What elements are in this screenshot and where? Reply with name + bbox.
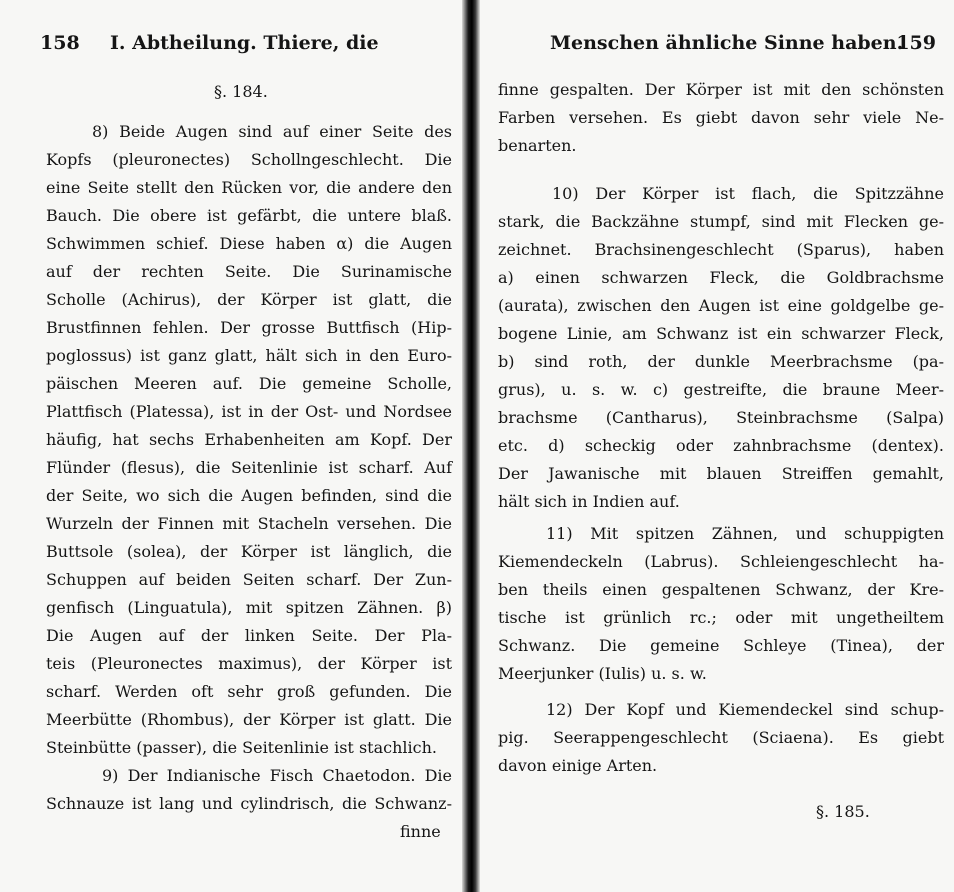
right-page-number: 159 xyxy=(896,32,936,54)
right-running-title: Menschen ähnliche Sinne haben. xyxy=(550,32,904,54)
left-running-title: I. Abtheilung. Thiere, die xyxy=(110,32,379,54)
right-page-text-line: b) sind roth, der dunkle Meerbrachsme (pa- xyxy=(498,352,944,371)
right-page-text-line: ben theils einen gespaltenen Schwanz, der Kre- xyxy=(498,580,944,599)
right-page-text-line: Farben versehen. Es giebt davon sehr viele Ne- xyxy=(498,108,944,127)
left-page-text-line: 8) Beide Augen sind auf einer Seite des xyxy=(92,122,452,141)
right-page-text-line: tische ist grünlich rc.; oder mit ungetheiltem xyxy=(498,608,944,627)
left-page-text-line: Scholle (Achirus), der Körper ist glatt, die xyxy=(46,290,452,309)
left-page-text-line: Schwimmen schief. Diese haben α) die Augen xyxy=(46,234,452,253)
left-page-text-line: Steinbütte (passer), die Seitenlinie ist stachlich. xyxy=(46,738,437,757)
right-page-text-line: bogene Linie, am Schwanz ist ein schwarzer Fleck, xyxy=(498,324,944,343)
right-page-text-line: finne gespalten. Der Körper ist mit den schönsten xyxy=(498,80,944,99)
right-page-text-line: 12) Der Kopf und Kiemendeckel sind schup- xyxy=(546,700,944,719)
left-page-text-line: Schuppen auf beiden Seiten scharf. Der Zun- xyxy=(46,570,452,589)
right-page-text-line: 10) Der Körper ist flach, die Spitzzähne xyxy=(552,184,944,203)
left-page-text-line: Die Augen auf der linken Seite. Der Pla- xyxy=(46,626,452,645)
right-page-text-line: Schwanz. Die gemeine Schleye (Tinea), der xyxy=(498,636,944,655)
left-page xyxy=(0,0,462,892)
section-mark-184: §. 184. xyxy=(214,82,268,101)
right-page-text-line: brachsme (Cantharus), Steinbrachsme (Salpa) xyxy=(498,408,944,427)
right-page-text-line: pig. Seerappengeschlecht (Sciaena). Es giebt xyxy=(498,728,944,747)
right-page-text-line: grus), u. s. w. c) gestreifte, die braune Meer- xyxy=(498,380,944,399)
right-page-text-line: Der Jawanische mit blauen Streiffen gemahlt, xyxy=(498,464,944,483)
left-page-text-line: 9) Der Indianische Fisch Chaetodon. Die xyxy=(102,766,452,785)
right-page-text-line: etc. d) scheckig oder zahnbrachsme (dentex). xyxy=(498,436,944,455)
left-page-text-line: Bauch. Die obere ist gefärbt, die untere blaß. xyxy=(46,206,452,225)
right-page-text-line: (aurata), zwischen den Augen ist eine goldgelbe ge- xyxy=(498,296,944,315)
left-page-text-line: Wurzeln der Finnen mit Stacheln versehen. Die xyxy=(46,514,452,533)
left-page-text-line: häufig, hat sechs Erhabenheiten am Kopf. Der xyxy=(46,430,452,449)
left-page-text-line: der Seite, wo sich die Augen befinden, sind die xyxy=(46,486,452,505)
right-page-text-line: zeichnet. Brachsinengeschlecht (Sparus), haben xyxy=(498,240,944,259)
left-page-text-line: päischen Meeren auf. Die gemeine Scholle, xyxy=(46,374,452,393)
right-page-text-line: a) einen schwarzen Fleck, die Goldbrachsme xyxy=(498,268,944,287)
right-page-text-line: davon einige Arten. xyxy=(498,756,658,775)
left-page-text-line: teis (Pleuronectes maximus), der Körper ist xyxy=(46,654,452,673)
left-page-text-line: Buttsole (solea), der Körper ist länglich, die xyxy=(46,542,452,561)
left-running-head xyxy=(40,32,448,58)
right-page-text-line: 11) Mit spitzen Zähnen, und schuppigten xyxy=(546,524,944,543)
left-page-text-line: genfisch (Linguatula), mit spitzen Zähnen. β) xyxy=(46,598,452,617)
book-gutter xyxy=(462,0,480,892)
left-page-text-line: eine Seite stellt den Rücken vor, die andere den xyxy=(46,178,452,197)
right-running-head xyxy=(550,32,936,58)
left-page-text-line: Flünder (flesus), die Seitenlinie ist scharf. Auf xyxy=(46,458,452,477)
left-page-text-line: scharf. Werden oft sehr groß gefunden. Die xyxy=(46,682,452,701)
right-page-text-line: stark, die Backzähne stumpf, sind mit Flecken ge- xyxy=(498,212,944,231)
left-page-text-line: auf der rechten Seite. Die Surinamische xyxy=(46,262,452,281)
left-page-text-line: Brustfinnen fehlen. Der grosse Buttfisch (Hip- xyxy=(46,318,452,337)
left-page-text-line: Plattfisch (Platessa), ist in der Ost- und Nordsee xyxy=(46,402,452,421)
left-page-text-line: Schnauze ist lang und cylindrisch, die Schwanz- xyxy=(46,794,452,813)
left-page-text-line: Meerbütte (Rhombus), der Körper ist glatt. Die xyxy=(46,710,452,729)
left-page-text-line: Kopfs (pleuronectes) Schollngeschlecht. Die xyxy=(46,150,452,169)
right-page-text-line: Meerjunker (Iulis) u. s. w. xyxy=(498,664,707,683)
left-page-number: 158 xyxy=(40,32,80,54)
right-page-text-line: benarten. xyxy=(498,136,577,155)
left-page-text-line: poglossus) ist ganz glatt, hält sich in den Euro- xyxy=(46,346,452,365)
right-page xyxy=(480,0,954,892)
section-mark-185: §. 185. xyxy=(816,802,870,821)
right-page-text-line: Kiemendeckeln (Labrus). Schleiengeschlecht ha- xyxy=(498,552,944,571)
right-page-text-line: hält sich in Indien auf. xyxy=(498,492,680,511)
left-page-text-line: finne xyxy=(400,822,441,841)
